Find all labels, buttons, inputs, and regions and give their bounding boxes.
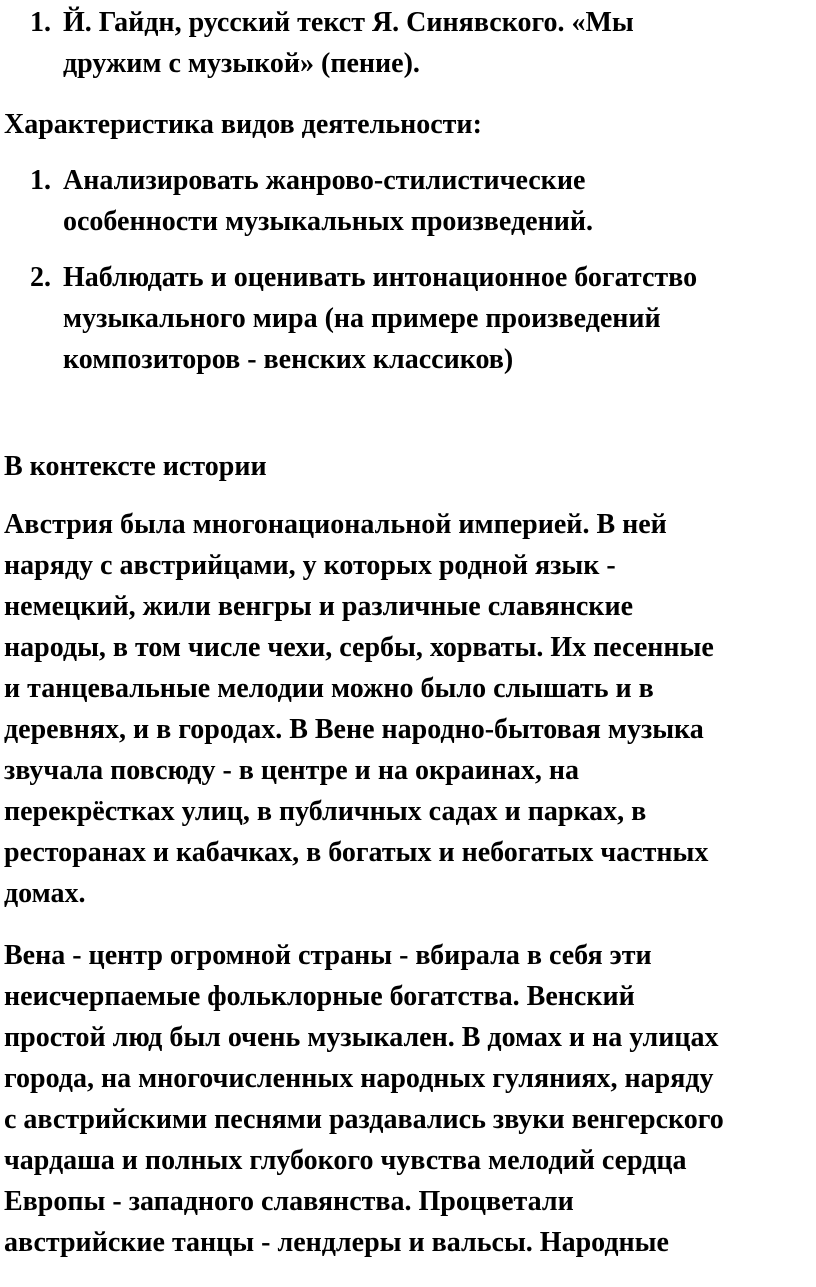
paragraph-line: города, на многочисленных народных гуляниях, наряду bbox=[4, 1063, 714, 1094]
paragraph-line: австрийские танцы - лендлеры и вальсы. Народные bbox=[4, 1227, 669, 1258]
list-number: 1. bbox=[30, 165, 51, 196]
activities-list bbox=[0, 160, 816, 380]
activity-item bbox=[0, 160, 816, 242]
paragraph-line: наряду с австрийцами, у которых родной язык - bbox=[4, 550, 616, 581]
history-heading: В контексте истории bbox=[4, 451, 267, 482]
list-item-line: Й. Гайдн, русский текст Я. Синявского. «Мы bbox=[63, 7, 634, 38]
activity-item bbox=[0, 257, 816, 380]
paragraph-line: простой люд был очень музыкален. В домах и на улицах bbox=[4, 1022, 719, 1053]
paragraph-line: чардаша и полных глубокого чувства мелодий сердца bbox=[4, 1145, 687, 1176]
paragraph-line: Европы - западного славянства. Процветали bbox=[4, 1186, 574, 1217]
activities-heading: Характеристика видов деятельности: bbox=[4, 109, 482, 140]
paragraph-line: деревнях, и в городах. В Вене народно-бытовая музыка bbox=[4, 714, 704, 745]
list-item-line: дружим с музыкой» (пение). bbox=[63, 48, 420, 79]
list-item-line: музыкального мира (на примере произведений bbox=[63, 303, 661, 334]
paragraph-line: перекрёстках улиц, в публичных садах и парках, в bbox=[4, 796, 647, 827]
paragraph-line: народы, в том числе чехи, сербы, хорваты. Их песенные bbox=[4, 632, 714, 663]
list-item-line: Анализировать жанрово-стилистические bbox=[63, 165, 586, 196]
list-item-line: композиторов - венских классиков) bbox=[63, 344, 514, 375]
paragraph-line: ресторанах и кабачках, в богатых и небогатых частных bbox=[4, 837, 709, 868]
paragraph-line: неисчерпаемые фольклорные богатства. Венский bbox=[4, 981, 635, 1012]
list-number: 1. bbox=[30, 7, 51, 38]
paragraph-line: немецкий, жили венгры и различные славянские bbox=[4, 591, 634, 622]
list-number: 2. bbox=[30, 262, 51, 293]
paragraph-line: Вена - центр огромной страны - вбирала в себя эти bbox=[4, 940, 652, 971]
paragraph-line: с австрийскими песнями раздавались звуки венгерского bbox=[4, 1104, 724, 1135]
song-list-item bbox=[0, 2, 816, 84]
paragraph-line: звучала повсюду - в центре и на окраинах, на bbox=[4, 755, 580, 786]
paragraph-line: и танцевальные мелодии можно было слышать и в bbox=[4, 673, 654, 704]
history-paragraph-2 bbox=[0, 935, 816, 1263]
list-item-line: особенности музыкальных произведений. bbox=[63, 206, 593, 237]
paragraph-line: домах. bbox=[4, 878, 86, 909]
paragraph-line: Австрия была многонациональной империей. В ней bbox=[4, 509, 667, 540]
list-item-line: Наблюдать и оценивать интонационное богатство bbox=[63, 262, 698, 293]
history-paragraph-1 bbox=[0, 504, 816, 914]
